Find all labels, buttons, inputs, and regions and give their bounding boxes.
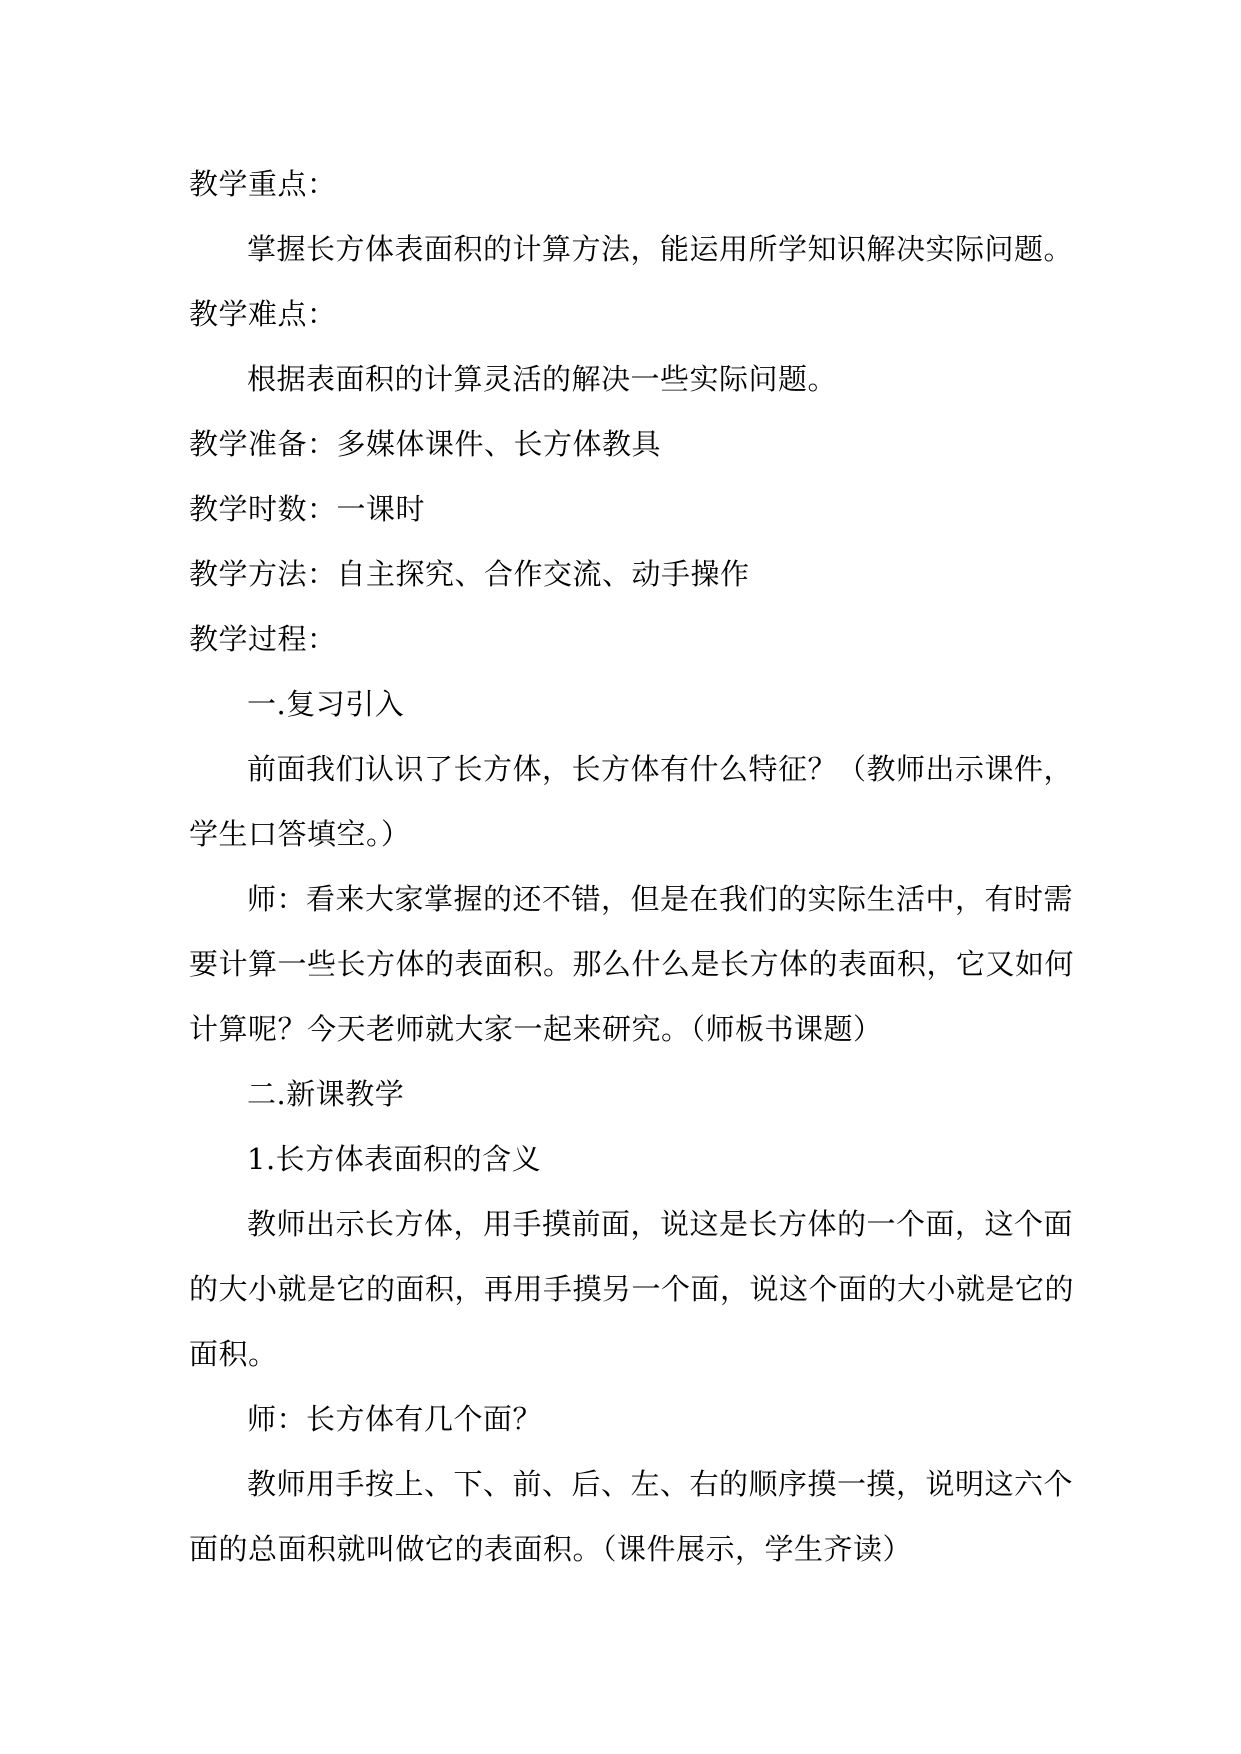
heading-teaching-process: 教学过程： — [189, 622, 337, 656]
paragraph-line: 学生口答填空。） — [189, 817, 411, 851]
teaching-hours: 教学时数：一课时 — [189, 492, 426, 526]
paragraph-line: 教师用手按上、下、前、后、左、右的顺序摸一摸，说明这六个 — [247, 1467, 1074, 1501]
paragraph-line: 前面我们认识了长方体，长方体有什么特征？（教师出示课件， — [247, 752, 1074, 786]
section-new-lesson: 二.新课教学 — [247, 1077, 405, 1111]
subsection-surface-area-meaning: 1.长方体表面积的含义 — [247, 1142, 542, 1176]
teaching-methods: 教学方法：自主探究、合作交流、动手操作 — [189, 557, 750, 591]
paragraph-line: 的大小就是它的面积，再用手摸另一个面，说这个面的大小就是它的 — [189, 1272, 1075, 1306]
paragraph-line: 要计算一些长方体的表面积。那么什么是长方体的表面积，它又如何 — [189, 947, 1075, 981]
teaching-preparation: 教学准备：多媒体课件、长方体教具 — [189, 427, 662, 461]
paragraph-line: 师：长方体有几个面？ — [247, 1402, 543, 1436]
heading-teaching-difficulty: 教学难点： — [189, 297, 337, 331]
paragraph-focus-content: 掌握长方体表面积的计算方法，能运用所学知识解决实际问题。 — [247, 232, 1074, 266]
paragraph-line: 教师出示长方体，用手摸前面，说这是长方体的一个面，这个面 — [247, 1207, 1074, 1241]
paragraph-line: 面积。 — [189, 1337, 278, 1371]
paragraph-line: 计算呢？今天老师就大家一起来研究。（师板书课题） — [189, 1012, 883, 1046]
paragraph-line: 面的总面积就叫做它的表面积。（课件展示，学生齐读） — [189, 1532, 913, 1566]
paragraph-line: 师：看来大家掌握的还不错，但是在我们的实际生活中，有时需 — [247, 882, 1074, 916]
section-review-intro: 一.复习引入 — [247, 687, 405, 721]
paragraph-difficulty-content: 根据表面积的计算灵活的解决一些实际问题。 — [247, 362, 838, 396]
heading-teaching-focus: 教学重点： — [189, 167, 337, 201]
